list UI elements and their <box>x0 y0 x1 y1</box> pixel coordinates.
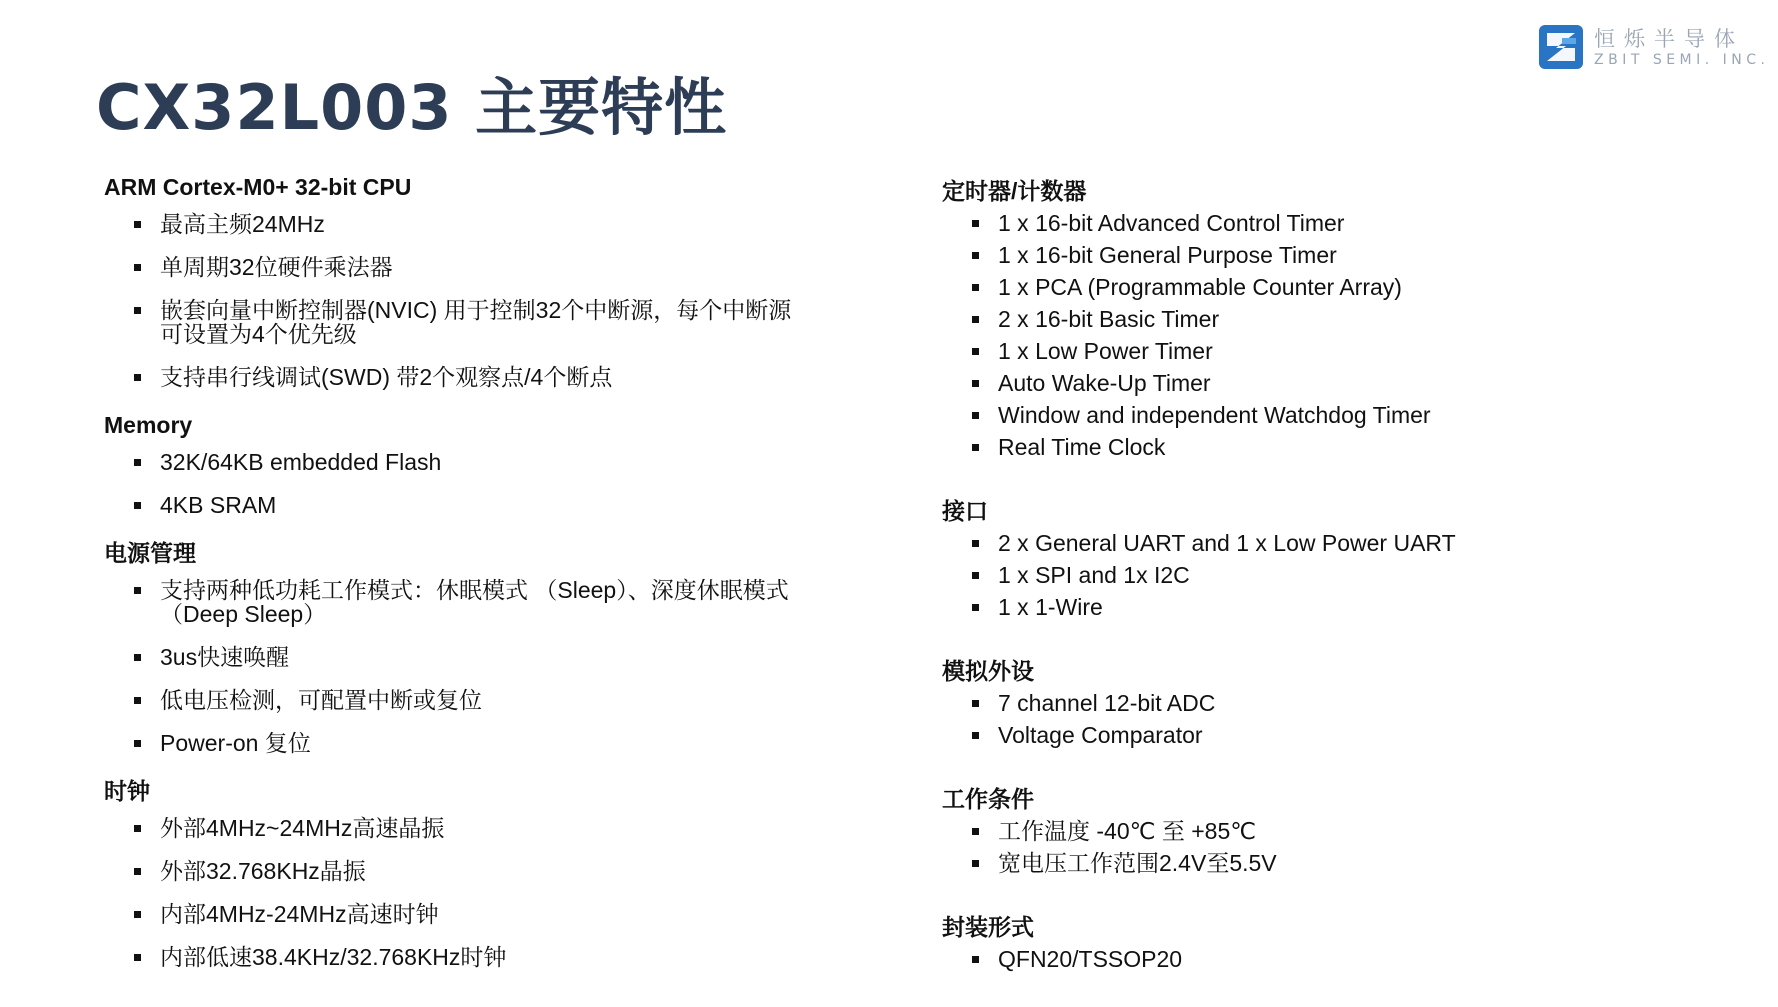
section-title: 电源管理 <box>104 540 196 566</box>
section-title: 封装形式 <box>942 914 1034 940</box>
section-title: 时钟 <box>104 778 150 804</box>
list-item: 外部4MHz~24MHz高速晶振 <box>104 816 804 840</box>
list-item: 嵌套向量中断控制器(NVIC) 用于控制32个中断源，每个中断源可设置为4个优先级 <box>104 298 804 346</box>
section-title: Memory <box>104 412 193 438</box>
page-title: CX32L003 主要特性 <box>96 71 728 144</box>
list-item: 1 x PCA (Programmable Counter Array) <box>942 271 1662 303</box>
feature-list <box>104 816 804 969</box>
section-title: 模拟外设 <box>942 658 1034 684</box>
feature-section-memory <box>104 408 804 517</box>
list-item: Voltage Comparator <box>942 719 1662 751</box>
list-item: 1 x 16-bit Advanced Control Timer <box>942 207 1662 239</box>
list-item: 支持串行线调试(SWD) 带2个观察点/4个断点 <box>104 365 804 389</box>
section-title: 接口 <box>942 498 988 524</box>
list-item: 1 x 16-bit General Purpose Timer <box>942 239 1662 271</box>
feature-section-package <box>942 911 1662 975</box>
feature-list <box>942 687 1662 751</box>
feature-section-power <box>104 536 804 755</box>
list-item: Power-on 复位 <box>104 731 804 755</box>
list-item: 外部32.768KHz晶振 <box>104 859 804 883</box>
list-item: 支持两种低功耗工作模式：休眠模式 （Sleep）、深度休眠模式 （Deep Sleep） <box>104 578 804 626</box>
feature-section-interfaces <box>942 495 1662 623</box>
list-item: 低电压检测，可配置中断或复位 <box>104 688 804 712</box>
company-name-en: ZBIT SEMI. INC. <box>1594 52 1770 68</box>
zbit-logo-icon <box>1538 24 1584 70</box>
list-item: 2 x 16-bit Basic Timer <box>942 303 1662 335</box>
list-item: 工作温度 -40℃ 至 +85℃ <box>942 815 1662 847</box>
section-title: 工作条件 <box>942 786 1034 812</box>
list-item: 最高主频24MHz <box>104 212 804 236</box>
feature-list <box>942 207 1662 463</box>
feature-list <box>942 943 1662 975</box>
feature-list <box>104 212 804 389</box>
right-feature-column <box>942 175 1662 1007</box>
list-item: Window and independent Watchdog Timer <box>942 399 1662 431</box>
list-item: Real Time Clock <box>942 431 1662 463</box>
feature-section-cpu <box>104 170 804 389</box>
list-item: 内部4MHz-24MHz高速时钟 <box>104 902 804 926</box>
company-name-cn: 恒烁半导体 <box>1594 27 1744 51</box>
list-item: 宽电压工作范围2.4V至5.5V <box>942 847 1662 879</box>
company-logo <box>1538 24 1768 74</box>
list-item: 1 x Low Power Timer <box>942 335 1662 367</box>
list-item: 单周期32位硬件乘法器 <box>104 255 804 279</box>
list-item: Auto Wake-Up Timer <box>942 367 1662 399</box>
section-title: ARM Cortex-M0+ 32-bit CPU <box>104 174 412 200</box>
feature-section-analog <box>942 655 1662 751</box>
list-item: 内部低速38.4KHz/32.768KHz时钟 <box>104 945 804 969</box>
list-item: QFN20/TSSOP20 <box>942 943 1662 975</box>
list-item: 2 x General UART and 1 x Low Power UART <box>942 527 1662 559</box>
list-item: 1 x SPI and 1x I2C <box>942 559 1662 591</box>
feature-section-clock <box>104 774 804 969</box>
feature-list <box>104 450 804 517</box>
feature-list <box>942 527 1662 623</box>
list-item: 3us快速唤醒 <box>104 645 804 669</box>
feature-list <box>942 815 1662 879</box>
list-item: 32K/64KB embedded Flash <box>104 450 804 474</box>
left-feature-column <box>104 170 804 988</box>
list-item: 1 x 1-Wire <box>942 591 1662 623</box>
feature-list <box>104 578 804 755</box>
list-item: 7 channel 12-bit ADC <box>942 687 1662 719</box>
feature-section-timers <box>942 175 1662 463</box>
list-item: 4KB SRAM <box>104 493 804 517</box>
section-title: 定时器/计数器 <box>942 178 1087 204</box>
feature-section-operating-conditions <box>942 783 1662 879</box>
